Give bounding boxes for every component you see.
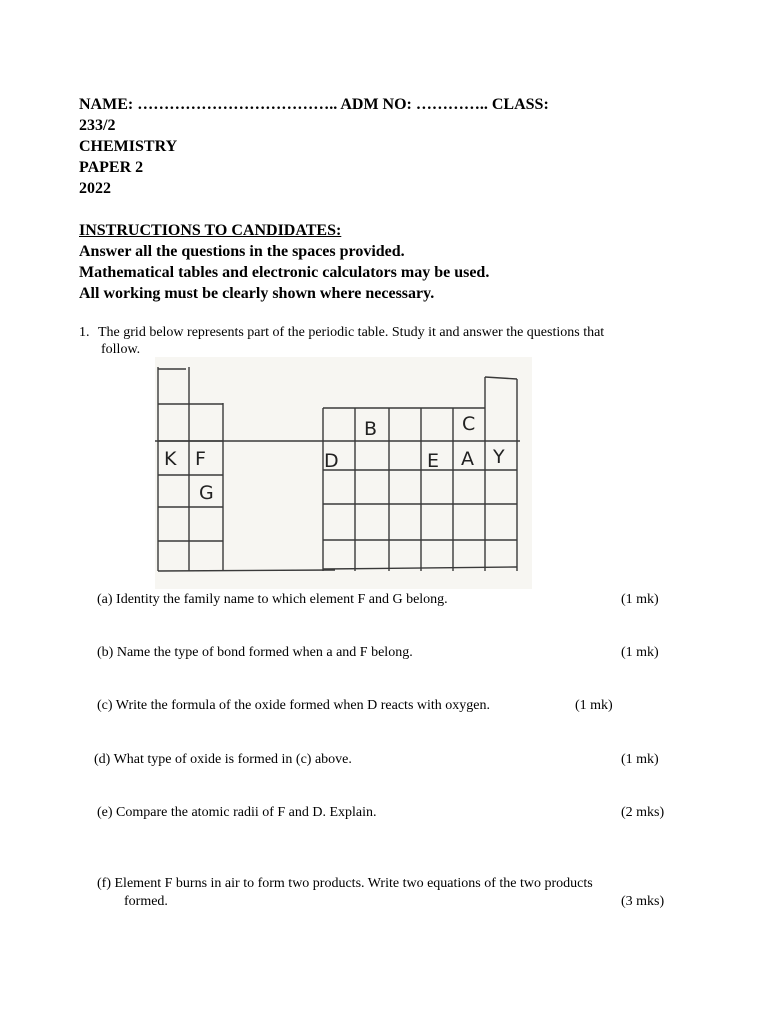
exam-year: 2022 xyxy=(79,180,111,197)
part-a-marks: (1 mk) xyxy=(621,592,659,607)
instructions-title: INSTRUCTIONS TO CANDIDATES: xyxy=(79,222,342,239)
part-e-marks: (2 mks) xyxy=(621,805,665,820)
part-label: (c) xyxy=(97,698,113,713)
instruction-item: Answer all the questions in the spaces provided. xyxy=(79,243,405,260)
part-f xyxy=(97,875,593,893)
part-d-marks: (1 mk) xyxy=(621,752,659,767)
grid-letter-k: K xyxy=(164,448,177,470)
part-text: Write the formula of the oxide formed when D reacts with oxygen. xyxy=(115,698,491,713)
grid-letter-a: A xyxy=(461,448,474,470)
part-c-marks: (1 mk) xyxy=(575,698,613,713)
instruction-item: Mathematical tables and electronic calculators may be used. xyxy=(79,264,490,281)
paper-number: PAPER 2 xyxy=(79,159,144,176)
grid-letter-d: D xyxy=(324,450,339,472)
paper-code: 233/2 xyxy=(79,117,116,134)
question-text: The grid below represents part of the periodic table. Study it and answer the questions that xyxy=(98,325,605,340)
part-d xyxy=(94,751,352,769)
grid-letter-f: F xyxy=(195,448,206,470)
grid-letter-c: C xyxy=(462,413,476,435)
part-f-marks: (3 mks) xyxy=(621,894,665,909)
part-b xyxy=(97,644,413,662)
part-e xyxy=(97,804,377,822)
name-adm-class-line: NAME: ……………………………….. ADM NO: ………….. CLASS: xyxy=(79,96,549,113)
part-label: (b) xyxy=(97,645,114,660)
part-b-marks: (1 mk) xyxy=(621,645,659,660)
part-a xyxy=(97,591,448,609)
instruction-item: All working must be clearly shown where necessary. xyxy=(79,285,435,302)
part-text: What type of oxide is formed in (c) above. xyxy=(113,752,352,767)
part-label: (d) xyxy=(94,752,111,767)
part-f-text-continued: formed. xyxy=(124,894,168,909)
part-text: Identity the family name to which element F and G belong. xyxy=(116,592,448,607)
grid-letter-g: G xyxy=(199,482,214,504)
periodic-grid-drawing xyxy=(155,357,532,589)
part-text: Compare the atomic radii of F and D. Explain. xyxy=(116,805,377,820)
part-label: (e) xyxy=(97,805,113,820)
grid-letter-e: E xyxy=(427,450,440,472)
grid-letter-b: B xyxy=(364,418,378,440)
subject-title: CHEMISTRY xyxy=(79,138,178,155)
periodic-grid-photo xyxy=(155,357,532,589)
part-label: (a) xyxy=(97,592,113,607)
question-number: 1. xyxy=(79,325,90,340)
part-text: Name the type of bond formed when a and F belong. xyxy=(116,645,413,660)
grid-letter-y: Y xyxy=(493,446,505,468)
part-label: (f) xyxy=(97,876,111,891)
part-c xyxy=(97,697,490,715)
part-text: Element F burns in air to form two products. Write two equations of the two products xyxy=(114,876,593,891)
question-text-continued: follow. xyxy=(101,342,141,357)
